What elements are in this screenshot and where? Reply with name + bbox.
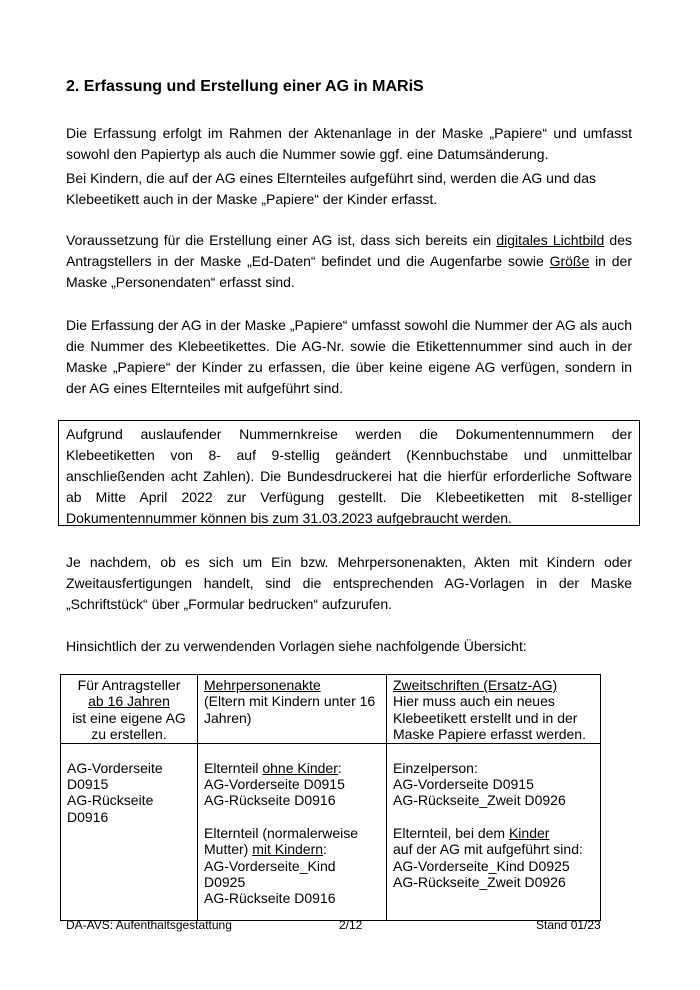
body-multi-person-cell: [198, 743, 387, 920]
with-children-term: mit Kindern: [252, 841, 324, 858]
table-body-row: [61, 743, 601, 920]
header-multi-person-title: Mehrpersonenakte: [204, 677, 321, 693]
header-applicant-line-4: zu erstellen.: [91, 726, 167, 743]
digital-photo-term: digitales Lichtbild: [496, 232, 605, 248]
paragraph-capture-text: Die Erfassung erfolgt im Rahmen der Aktenanlage in der Maske „Papiere“ und umfasst sowohl den Papiertyp als auch die Nummer sowie ggf. eine Datumsänderung.: [66, 125, 632, 162]
header-duplicate-cell: [387, 675, 601, 744]
footer-page-number: 2/12: [339, 918, 363, 932]
prerequisite-text-1: Voraussetzung für die Erstellung einer AG ist, dass sich bereits ein: [66, 232, 497, 248]
template-line: AG-Vorderseite D0915: [393, 776, 534, 793]
without-children-term: ohne Kinder: [262, 759, 338, 776]
body-applicant-cell: [61, 743, 198, 920]
notice-box: [58, 420, 640, 526]
header-multi-person-sub: (Eltern mit Kindern unter 16 Jahren): [204, 693, 376, 726]
template-line: AG-Rückseite_Zweit D0926: [393, 792, 566, 809]
ag-capture-text: Die Erfassung der AG in der Maske „Papiere“ umfasst sowohl die Nummer der AG als auch die Nummer des Klebeetikettes. Die AG-Nr. sowie die Etikettennummer sind auch in der Maske „Papiere“ der Kinder zu erfassen, die über keine eigene AG verfügen, sondern in der AG eines Elternteiles mit aufgeführt sind.: [66, 317, 632, 396]
height-term: Größe: [549, 253, 590, 269]
header-duplicate-title: Zweitschriften (Ersatz-AG): [393, 677, 558, 693]
template-line: AG-Vorderseite_Kind D0925: [393, 857, 570, 874]
prerequisite-text-3: in der Maske „Personendaten“ erfasst sind.: [66, 253, 632, 290]
single-person-label: Einzelperson:: [393, 759, 478, 776]
table-header-row: [61, 675, 601, 744]
parent-label: Elternteil: [204, 759, 263, 776]
children-term: Kinder: [508, 824, 550, 841]
mother-label: Mutter): [204, 841, 253, 858]
templates-text: Je nachdem, ob es sich um Ein bzw. Mehrpersonenakten, Akten mit Kindern oder Zweitausfertigungen handelt, sind die entsprechenden AG-Vorlagen in der Maske „Schriftstück“ über „Formular bedrucken“ aufzurufen.: [66, 554, 632, 612]
overview-intro-text: Hinsichtlich der zu verwendenden Vorlagen siehe nachfolgende Übersicht:: [66, 638, 527, 654]
paragraph-prerequisite: [66, 230, 632, 293]
header-multi-person-cell: [198, 675, 387, 744]
footer-version: Stand 01/23: [536, 918, 601, 932]
parent-normally-label: Elternteil (normalerweise: [204, 824, 359, 841]
header-duplicate-sub: Hier muss auch ein neues Klebeetikett erstellt und in der Maske Papiere erfasst werden.: [393, 693, 586, 743]
footer-document-title: DA-AVS: Aufenthaltsgestattung: [66, 918, 232, 932]
header-applicant-line-1: Für Antragsteller: [77, 677, 181, 693]
template-back-code: D0916: [67, 808, 109, 825]
section-heading: 2. Erfassung und Erstellung einer AG in MARiS: [66, 78, 424, 95]
colon: :: [337, 759, 342, 776]
listed-on-ag-label: auf der AG mit aufgeführt sind:: [393, 841, 583, 858]
paragraph-children-text: Bei Kindern, die auf der AG eines Elternteiles aufgeführt sind, werden die AG und das Klebeetikett auch in der Maske „Papiere“ der Kinder erfasst.: [66, 170, 596, 207]
template-back-label: AG-Rückseite: [67, 792, 154, 809]
header-applicant-line-3: ist eine eigene AG: [72, 709, 186, 726]
paragraph-templates: [66, 552, 632, 615]
template-line: AG-Vorderseite_Kind D0925: [204, 857, 336, 891]
template-front-code: D0915: [67, 776, 109, 793]
template-line: AG-Vorderseite D0915: [204, 776, 345, 793]
header-applicant-age: ab 16 Jahren: [88, 693, 170, 710]
parent-without-children: [204, 760, 380, 776]
paragraph-ag-capture: [66, 315, 632, 399]
body-duplicate-cell: [387, 743, 601, 920]
paragraph-capture: [66, 123, 632, 165]
paragraph-overview-intro: [66, 636, 632, 657]
paragraph-children: [66, 168, 632, 210]
template-line: AG-Rückseite_Zweit D0926: [393, 874, 566, 891]
notice-text: Aufgrund auslaufender Nummernkreise werden die Dokumentennummern der Klebeetiketten von 8- auf 9-stellig geändert (Kennbuchstabe und unmittelbar anschließenden acht Zahlen). Die Bundesdruckerei hat die hierfür erforderliche Software ab Mitte April 2022 zur Verfügung gestellt. Die Klebeetiketten mit 8-stelliger Dokumentennummer können bis zum 31.03.2023 aufgebraucht werden.: [66, 426, 632, 526]
template-front-label: AG-Vorderseite: [67, 759, 163, 776]
template-line: AG-Rückseite D0916: [204, 792, 336, 809]
parent-with-listed-children: [393, 825, 594, 841]
header-applicant-cell: [61, 675, 198, 744]
parent-label: Elternteil, bei dem: [393, 824, 509, 841]
prerequisite-text-2: des Antragstellers in der Maske „Ed-Daten“ befindet und die Augenfarbe sowie: [66, 232, 632, 269]
parent-with-children: [204, 841, 380, 857]
colon: :: [323, 841, 327, 858]
template-line: AG-Rückseite D0916: [204, 890, 336, 907]
template-overview-table: [60, 674, 601, 921]
